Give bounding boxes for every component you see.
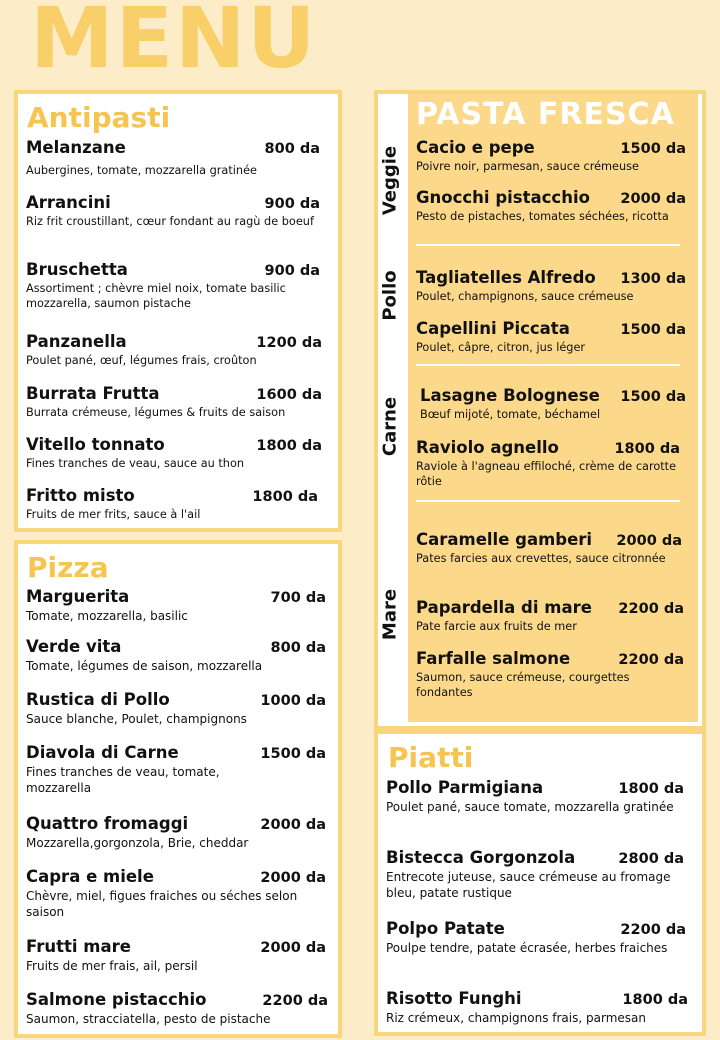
menu-title: MENU — [30, 0, 318, 87]
item-name: Caramelle gamberi — [416, 530, 593, 549]
item-name: Lasagne Bolognese — [420, 386, 600, 405]
item-price: 1800 da — [618, 781, 684, 797]
menu-item — [420, 386, 686, 422]
item-price: 2200 da — [262, 993, 328, 1009]
menu-item — [26, 138, 320, 178]
menu-item — [26, 486, 318, 522]
section-divider — [416, 244, 680, 246]
menu-item — [386, 778, 684, 815]
item-price: 2200 da — [620, 922, 686, 938]
item-name: Gnocchi pistacchio — [416, 188, 590, 207]
item-description: Poulpe tendre, patate écrasée, herbes fraiches — [386, 941, 668, 955]
item-description: Raviole à l'agneau effiloché, crème de carotte rôtie — [416, 460, 677, 489]
item-description: Poulet pané, sauce tomate, mozzarella gratinée — [386, 800, 674, 814]
menu-item — [26, 587, 326, 624]
item-description: Saumon, sauce crémeuse, courgettes fondantes — [416, 671, 630, 700]
item-description: Fines tranches de veau, tomate, mozzarella — [26, 765, 220, 796]
item-name: Verde vita — [26, 637, 122, 656]
item-price: 2200 da — [618, 601, 684, 617]
item-description: Pesto de pistaches, tomates séchées, ricotta — [416, 210, 669, 223]
item-description: Tomate, légumes de saison, mozzarella — [26, 659, 263, 673]
item-description: Poivre noir, parmesan, sauce crémeuse — [416, 160, 639, 173]
item-description: Fines tranches de veau, sauce au thon — [26, 457, 245, 470]
item-description: Poulet, câpre, citron, jus léger — [416, 341, 586, 354]
item-price: 700 da — [270, 590, 326, 606]
item-price: 800 da — [270, 640, 326, 656]
item-price: 1800 da — [256, 438, 322, 454]
item-name: Polpo Patate — [386, 919, 505, 938]
menu-item — [26, 260, 320, 312]
item-description: Fruits de mer frais, ail, persil — [26, 959, 198, 973]
item-price: 800 da — [264, 141, 320, 157]
menu-item — [26, 332, 322, 368]
item-name: Farfalle salmone — [416, 649, 571, 668]
item-price: 900 da — [264, 263, 320, 279]
item-name: Pollo Parmigiana — [386, 778, 544, 797]
item-name: Raviolo agnello — [416, 438, 559, 457]
menu-item — [26, 384, 322, 420]
item-name: Capra e miele — [26, 867, 154, 886]
item-description: Aubergines, tomate, mozzarella gratinée — [26, 164, 257, 177]
menu-item — [386, 848, 684, 901]
item-price: 1500 da — [620, 322, 686, 338]
menu-item — [386, 919, 686, 956]
item-name: Frutti mare — [26, 937, 131, 956]
item-price: 1500 da — [620, 389, 686, 405]
item-description: Poulet pané, œuf, légumes frais, croûton — [26, 354, 257, 367]
item-description: Sauce blanche, Poulet, champignons — [26, 712, 247, 726]
item-price: 2000 da — [260, 817, 326, 833]
item-description: Poulet, champignons, sauce crémeuse — [416, 290, 634, 303]
item-name: Arrancini — [26, 193, 111, 212]
menu-item — [416, 530, 682, 566]
menu-item — [26, 193, 320, 229]
item-name: Cacio e pepe — [416, 138, 535, 157]
item-description: Mozzarella,gorgonzola, Brie, cheddar — [26, 836, 249, 850]
section-label-mare: Mare — [379, 588, 401, 641]
item-description: Entrecote juteuse, sauce crémeuse au fromage bleu, patate rustique — [386, 870, 671, 901]
menu-item — [26, 690, 326, 727]
item-description: Pates farcies aux crevettes, sauce citronnée — [416, 552, 666, 565]
item-name: Bistecca Gorgonzola — [386, 848, 576, 867]
item-price: 2000 da — [616, 533, 682, 549]
item-name: Fritto misto — [26, 486, 135, 505]
item-name: Papardella di mare — [416, 598, 592, 617]
item-name: Bruschetta — [26, 260, 128, 279]
menu-item — [26, 867, 326, 920]
item-name: Melanzane — [26, 138, 126, 157]
item-description: Saumon, stracciatella, pesto de pistache — [26, 1012, 271, 1026]
item-description: Chèvre, miel, figues fraiches ou séches selon saison — [26, 889, 298, 920]
item-name: Rustica di Pollo — [26, 690, 170, 709]
item-price: 1500 da — [620, 141, 686, 157]
item-price: 1500 da — [260, 746, 326, 762]
item-description: Assortiment ; chèvre miel noix, tomate basilic mozzarella, saumon pistache — [26, 282, 286, 311]
item-name: Diavola di Carne — [26, 743, 179, 762]
item-price: 900 da — [264, 196, 320, 212]
item-price: 2200 da — [618, 652, 684, 668]
item-price: 1800 da — [252, 489, 318, 505]
item-price: 1200 da — [256, 335, 322, 351]
item-price: 1000 da — [260, 693, 326, 709]
item-price: 1600 da — [256, 387, 322, 403]
item-name: Tagliatelles Alfredo — [416, 268, 596, 287]
menu-item — [416, 188, 686, 224]
item-name: Quattro fromaggi — [26, 814, 189, 833]
item-name: Marguerita — [26, 587, 130, 606]
section-divider — [416, 364, 680, 366]
pizza-title: Pizza — [27, 551, 109, 584]
menu-item — [416, 649, 684, 701]
item-description: Fruits de mer frits, sauce à l'ail — [26, 508, 201, 521]
menu-item — [416, 138, 686, 174]
section-label-veggie: Veggie — [379, 145, 401, 216]
item-description: Pate farcie aux fruits de mer — [416, 620, 577, 633]
item-price: 2000 da — [260, 940, 326, 956]
menu-item — [416, 438, 680, 490]
item-description: Burrata crémeuse, légumes & fruits de saison — [26, 406, 286, 419]
section-label-carne: Carne — [379, 396, 401, 457]
item-price: 1800 da — [622, 992, 688, 1008]
item-name: Vitello tonnato — [26, 435, 165, 454]
section-label-pollo: Pollo — [379, 270, 401, 321]
antipasti-title: Antipasti — [27, 101, 171, 134]
item-price: 1800 da — [614, 441, 680, 457]
menu-item — [26, 814, 326, 851]
item-name: Risotto Funghi — [386, 989, 522, 1008]
section-divider — [416, 500, 680, 502]
item-price: 1300 da — [620, 271, 686, 287]
item-price: 2800 da — [618, 851, 684, 867]
item-description: Riz crémeux, champignons frais, parmesan — [386, 1011, 646, 1025]
menu-item — [416, 319, 686, 355]
piatti-title: Piatti — [388, 741, 474, 774]
item-price: 2000 da — [620, 191, 686, 207]
menu-item — [26, 937, 326, 974]
item-name: Burrata Frutta — [26, 384, 160, 403]
menu-item — [26, 990, 328, 1027]
menu-item — [386, 989, 688, 1026]
item-name: Capellini Piccata — [416, 319, 570, 338]
item-price: 2000 da — [260, 870, 326, 886]
menu-item — [416, 268, 686, 304]
pasta-title: PASTA FRESCA — [416, 97, 675, 132]
item-name: Salmone pistacchio — [26, 990, 207, 1009]
item-name: Panzanella — [26, 332, 127, 351]
menu-item — [26, 743, 326, 796]
menu-item — [26, 637, 326, 674]
menu-item — [416, 598, 684, 634]
item-description: Bœuf mijoté, tomate, béchamel — [420, 408, 601, 421]
menu-item — [26, 435, 322, 471]
item-description: Riz frit croustillant, cœur fondant au ragù de boeuf — [26, 215, 314, 228]
item-description: Tomate, mozzarella, basilic — [26, 609, 188, 623]
